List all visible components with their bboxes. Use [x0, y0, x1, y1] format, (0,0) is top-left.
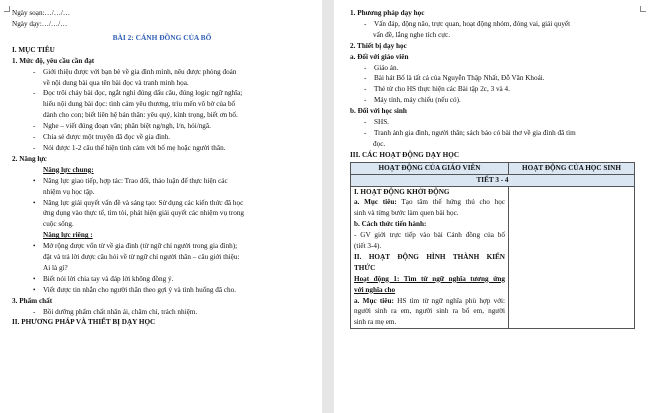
goal-item: - Chia sẻ được một truyện đã đọc về gia đình.: [12, 132, 312, 143]
goal-label: a. Mục tiêu:: [354, 296, 394, 305]
subsection-heading: 2. Thiết bị dạy học: [350, 41, 407, 50]
lesson-title: BÀI 2: CÁNH ĐỒNG CỦA BỐ: [112, 32, 212, 42]
method-item-continued: vấn đề, lắng nghe tích cực.: [373, 30, 451, 39]
page-margin-mark: [640, 6, 646, 12]
table-header-row: [351, 162, 635, 174]
method-text: - GV giới trực tiếp vào bài Cánh đồng của bố: [354, 231, 505, 240]
teacher-column-header: HOẠT ĐỘNG CỦA GIÁO VIÊN: [351, 162, 509, 174]
competency-item-continued: ứng dụng vào thực tế, tìm tòi, phát hiện giải quyết các nhiệm vụ trong: [43, 209, 245, 218]
method-text-continued: (tiết 3-4).: [354, 242, 382, 251]
goal-text: Tạo tâm thế hứng thú cho học: [401, 198, 505, 207]
goal-text-continued: sinh ra mẹ em.: [354, 318, 397, 327]
competency-item: • Viết được tin nhắn cho người thân theo gợi ý và tình huống đã cho.: [12, 285, 312, 296]
date-taught: Ngày dạy:…/…/…: [12, 19, 68, 28]
competency-item: • Biết nói lời chia tay và đáp lời không đồng ý.: [12, 274, 312, 285]
competency-item-continued: nhiệm vụ học tập.: [43, 187, 95, 196]
competency-item: • Năng lực giao tiếp, hợp tác: Trao đổi, thảo luận để thực hiện các: [12, 176, 312, 187]
competency-item-continued: đặt và trả lời được câu hỏi về từ ngữ chỉ người thân – câu giới thiệu:: [43, 253, 240, 262]
method-label: b. Cách thức tiến hành:: [354, 220, 427, 229]
page-margin-mark: [4, 6, 10, 12]
activity-title-continued: THỨC: [354, 263, 376, 272]
teacher-activity-cell: [351, 186, 509, 329]
goal-text-continued: sinh và từng bước làm quen bài học.: [354, 209, 459, 218]
goal-item: - Nói được 1-2 câu thể hiện tình cảm với bố mẹ hoặc người thân.: [12, 143, 312, 154]
subsection-heading: 1. Mức độ, yêu cầu cần đạt: [12, 56, 95, 65]
subsection-heading: 2. Năng lực: [12, 154, 47, 163]
section-heading: II. PHƯƠNG PHÁP VÀ THIẾT BỊ DẠY HỌC: [12, 318, 156, 327]
method-item: - Vấn đáp, động não, trực quan, hoạt động nhóm, đóng vai, giải quyết: [350, 19, 642, 30]
teacher-device-item: - Bài hát Bố là tất cả của Nguyễn Thập Nhất, Đỗ Văn Khoái.: [350, 73, 642, 84]
table-row: [351, 186, 635, 329]
student-device-item: - Tranh ảnh gia đình, người thân; sách báo có bài thơ về gia đình đã tìm: [350, 128, 642, 139]
activities-table: [350, 162, 635, 330]
activity-goal: [354, 296, 505, 307]
goal-item-continued: dành cho con; biết liên hệ bản thân: yêu quý, kính trọng, biết ơn bố.: [43, 111, 238, 120]
sub-activity-title-continued: với nghĩa cho: [354, 285, 396, 294]
goal-item: - Giới thiệu được với bạn bè về gia đình mình, nêu được phỏng đoán: [12, 67, 312, 78]
activity-title: II. HOẠT ĐỘNG HÌNH THÀNH KIẾN: [354, 252, 505, 261]
teacher-devices-heading: a. Đối với giáo viên: [350, 52, 409, 61]
teacher-device-item: - Máy tính, máy chiếu (nếu có).: [350, 95, 642, 106]
section-heading: III. CÁC HOẠT ĐỘNG DẠY HỌC: [350, 150, 460, 159]
student-device-item-continued: đọc.: [373, 139, 386, 148]
student-column-header: HOẠT ĐỘNG CỦA HỌC SINH: [509, 162, 635, 174]
goal-item-continued: hiểu nội dung bài đọc: tình cảm yêu thương, trìu mến vô bờ của bố: [43, 100, 236, 109]
document-page-left: [0, 0, 322, 413]
quality-item: - Bồi dưỡng phẩm chất nhân ái, chăm chỉ, trách nhiệm.: [12, 307, 312, 318]
competency-item: • Mở rộng được vốn từ về gia đình (từ ngữ chỉ người trong gia đình);: [12, 241, 312, 252]
activity-goal: [354, 197, 505, 208]
section-heading: I. MỤC TIÊU: [12, 45, 55, 54]
competency-item: • Năng lực giải quyết vấn đề và sáng tạo: Sử dụng các kiến thức đã học: [12, 198, 312, 209]
competency-item-continued: Ai là gì?: [43, 263, 68, 272]
specific-competency-heading: Năng lực riêng :: [43, 231, 93, 240]
goal-text: HS tìm từ ngữ nghĩa phù hợp với:: [397, 296, 505, 305]
subsection-heading: 3. Phẩm chất: [12, 296, 53, 305]
subsection-heading: 1. Phương pháp dạy học: [350, 9, 425, 17]
goal-item-continued: về nội dung bài qua tên bài đọc và tranh minh họa.: [43, 78, 189, 87]
date-composed: Ngày soạn:…/…/…: [12, 9, 71, 17]
goal-item: - Nghe – viết đúng đoạn văn; phân biệt ng/ngh, l/n, hỏi/ngã.: [12, 121, 312, 132]
general-competency-heading: Năng lực chung:: [43, 165, 94, 174]
goal-item: - Đọc trôi chảy bài đọc, ngắt nghỉ đúng dấu câu, đúng logic ngữ nghĩa;: [12, 88, 312, 99]
document-page-right: [334, 0, 650, 413]
student-device-item: - SHS.: [350, 117, 642, 128]
sub-activity-title: Hoạt động 1: Tìm từ ngữ nghĩa tương ứng: [354, 274, 505, 283]
student-devices-heading: b. Đối với học sinh: [350, 107, 407, 116]
teacher-device-item: - Thẻ từ cho HS thực hiện các Bài tập 2c, 3 và 4.: [350, 84, 642, 95]
table-period-row: [351, 174, 635, 186]
goal-text-continued: người sinh ra em, người sinh ra bố em, người: [354, 307, 505, 316]
activity-title: I. HOẠT ĐỘNG KHỞI ĐỘNG: [354, 187, 450, 196]
student-activity-cell: [509, 186, 635, 329]
period-label: TIẾT 3 - 4: [351, 174, 635, 186]
competency-item-continued: cuộc sống.: [43, 220, 74, 229]
goal-label: a. Mục tiêu:: [354, 198, 397, 207]
teacher-device-item: - Giáo án.: [350, 63, 642, 74]
